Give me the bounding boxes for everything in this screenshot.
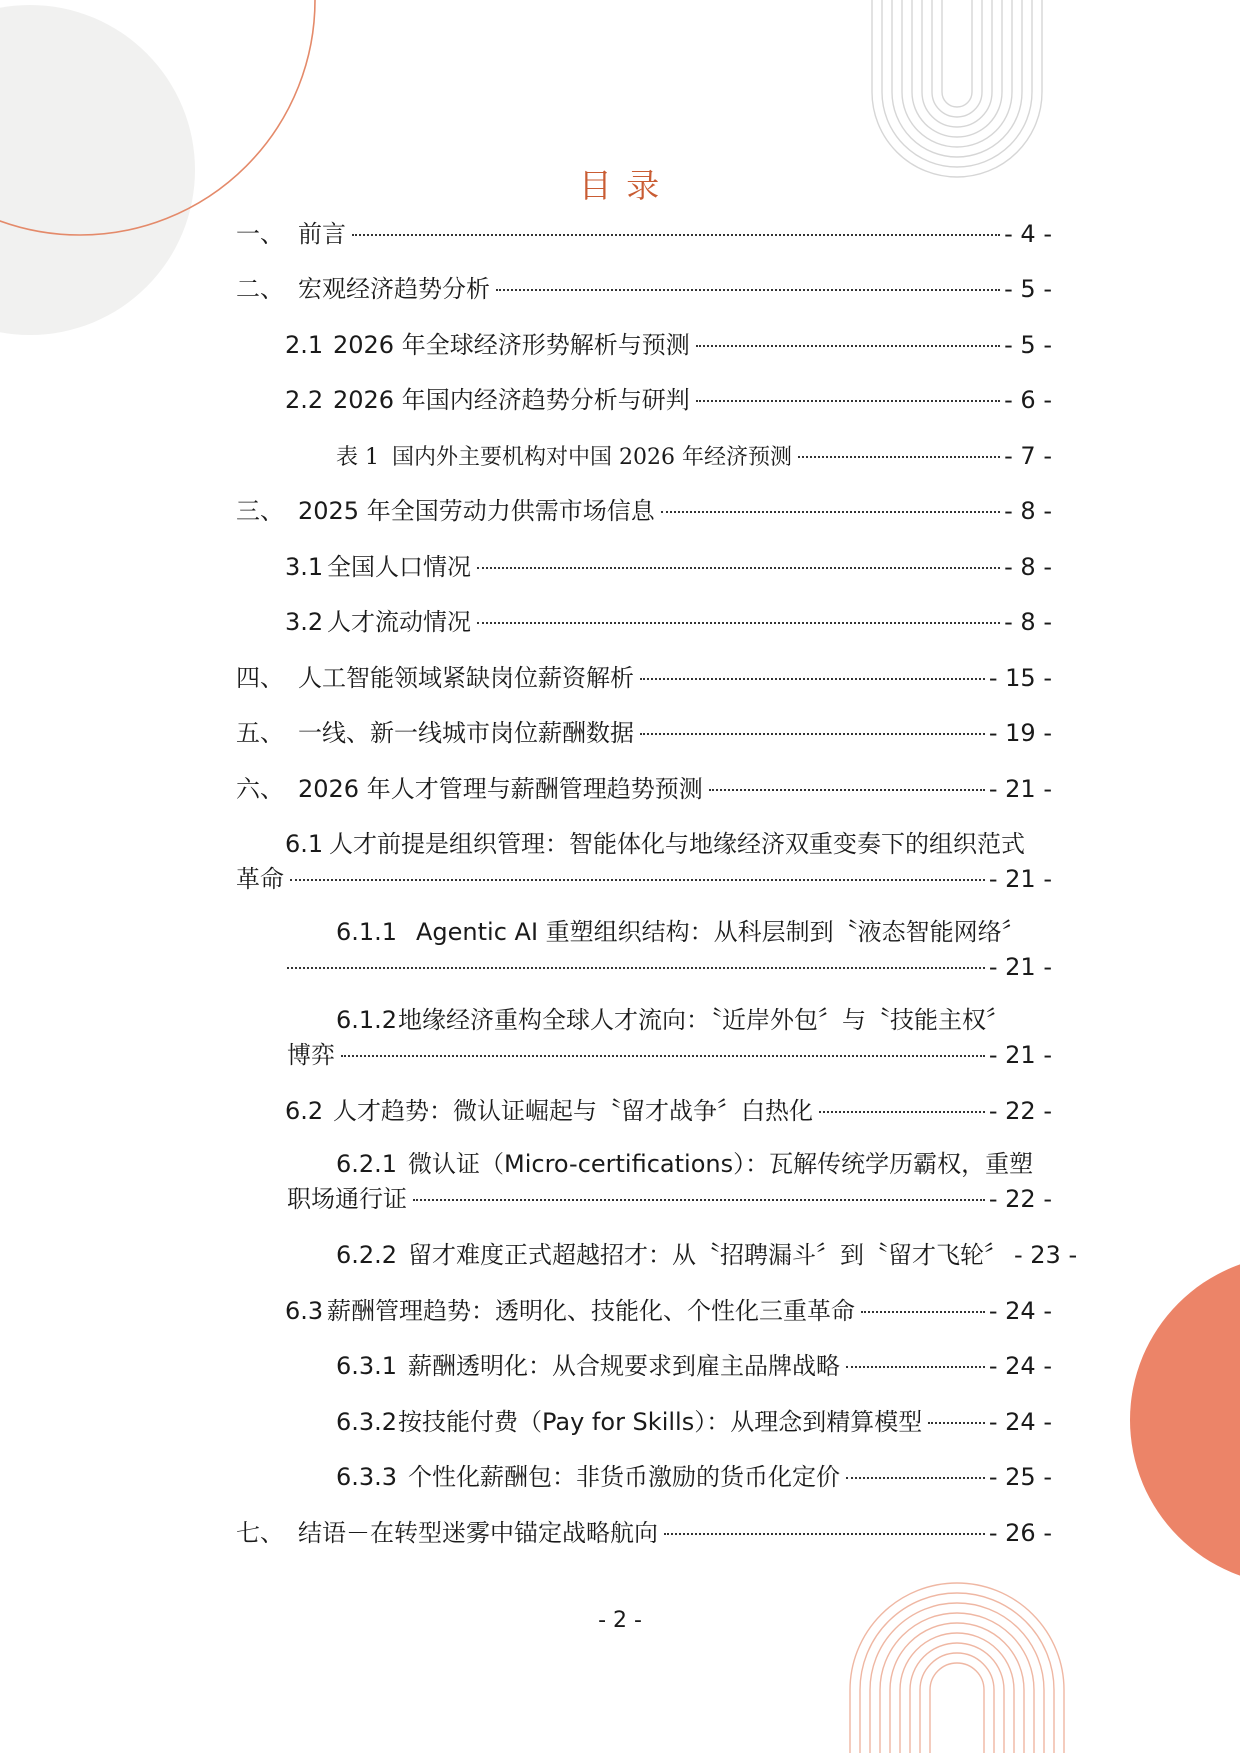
toc-entry[interactable] xyxy=(336,1351,1052,1381)
toc-page-number: - 22 - xyxy=(988,1097,1052,1125)
toc-entry-line1[interactable] xyxy=(336,1005,1010,1035)
toc-text: 个性化薪酬包：非货币激励的货币化定价 xyxy=(408,1463,840,1491)
dot-leader xyxy=(640,733,985,735)
toc-number: 6.3.3 xyxy=(336,1463,398,1491)
toc-number: 6.1.1 xyxy=(336,918,398,946)
toc-number: 3.1 xyxy=(285,553,324,581)
dot-leader xyxy=(640,678,985,680)
toc-page-number: - 24 - xyxy=(988,1352,1052,1380)
toc-text: 薪酬管理趋势：透明化、技能化、个性化三重革命 xyxy=(327,1297,855,1325)
dot-leader xyxy=(696,400,1000,402)
dot-leader xyxy=(661,511,1000,513)
toc-page-number: - 21 - xyxy=(988,953,1052,981)
toc-text: 全国人口情况 xyxy=(327,553,471,581)
dot-leader xyxy=(819,1111,985,1113)
toc-text: 地缘经济重构全球人才流向：〝近岸外包〞与〝技能主权〞 xyxy=(398,1006,1010,1034)
toc-number: 3.2 xyxy=(285,608,324,636)
toc-text: 宏观经济趋势分析 xyxy=(298,275,490,303)
footer-page-number: - 2 - xyxy=(598,1608,642,1633)
toc-entry[interactable] xyxy=(236,219,1052,249)
dot-leader xyxy=(696,345,1000,347)
toc-entry[interactable] xyxy=(236,774,1052,804)
toc-entry[interactable] xyxy=(285,607,1052,637)
toc-text: 2026 年国内经济趋势分析与研判 xyxy=(333,386,690,414)
toc-entry[interactable] xyxy=(285,1096,1052,1126)
toc-number: 二、 xyxy=(236,275,284,303)
toc-entry[interactable] xyxy=(236,718,1052,748)
toc-page-number: - 6 - xyxy=(1004,386,1052,414)
dot-leader xyxy=(798,456,1000,458)
toc-entry[interactable] xyxy=(285,330,1052,360)
toc-number: 五、 xyxy=(236,719,284,747)
toc-text: 前言 xyxy=(298,220,346,248)
toc-entry-line1[interactable] xyxy=(336,917,1026,947)
toc-entry[interactable] xyxy=(336,441,1052,473)
toc-number: 表 1 xyxy=(336,445,379,470)
toc-text-continued: 博弈 xyxy=(287,1041,335,1069)
toc-number: 6.1 xyxy=(285,830,324,858)
toc-text: 结语－在转型迷雾中锚定战略航向 xyxy=(298,1519,658,1547)
toc-number: 6.3.2 xyxy=(336,1408,398,1436)
toc-page-number: - 21 - xyxy=(988,775,1052,803)
toc-entry-line1[interactable] xyxy=(336,1149,1033,1179)
toc-page-number: - 8 - xyxy=(1004,608,1052,636)
dot-leader xyxy=(928,1422,985,1424)
toc-number: 6.2 xyxy=(285,1097,324,1125)
toc-text: 按技能付费（Pay for Skills）：从理念到精算模型 xyxy=(398,1408,923,1436)
toc-text-continued: 职场通行证 xyxy=(287,1185,407,1213)
toc-entry[interactable] xyxy=(285,385,1052,415)
toc-entry[interactable] xyxy=(236,274,1052,304)
dot-leader xyxy=(413,1199,985,1201)
toc-number: 四、 xyxy=(236,664,284,692)
toc-text: 一线、新一线城市岗位薪酬数据 xyxy=(298,719,634,747)
toc-page-number: - 23 - xyxy=(1014,1241,1078,1269)
toc-page-number: - 8 - xyxy=(1004,553,1052,581)
toc-text: 2026 年全球经济形势解析与预测 xyxy=(333,331,690,359)
toc-number: 6.2.1 xyxy=(336,1150,398,1178)
toc-number: 6.2.2 xyxy=(336,1241,398,1269)
toc-number: 七、 xyxy=(236,1519,284,1547)
toc-page-number: - 15 - xyxy=(988,664,1052,692)
dot-leader xyxy=(846,1477,985,1479)
toc-page-number: - 22 - xyxy=(988,1185,1052,1213)
toc-entry-line2[interactable] xyxy=(287,952,1052,982)
dot-leader xyxy=(709,789,985,791)
toc-number: 6.1.2 xyxy=(336,1006,398,1034)
toc-text: 薪酬透明化：从合规要求到雇主品牌战略 xyxy=(408,1352,840,1380)
toc-page-number: - 24 - xyxy=(988,1408,1052,1436)
toc-page-number: - 7 - xyxy=(1004,442,1052,470)
toc-number: 2.2 xyxy=(285,386,324,414)
toc-page-number: - 5 - xyxy=(1004,331,1052,359)
toc-entry[interactable] xyxy=(285,552,1052,582)
toc-number: 一、 xyxy=(236,220,284,248)
toc-text: 人才前提是组织管理：智能体化与地缘经济双重变奏下的组织范式 xyxy=(329,830,1025,858)
toc-page-number: - 21 - xyxy=(988,865,1052,893)
toc-entry[interactable] xyxy=(336,1240,1077,1270)
toc-text: 留才难度正式超越招才：从〝招聘漏斗〞到〝留才飞轮〞 xyxy=(408,1241,1008,1269)
toc-text: 人才趋势：微认证崛起与〝留才战争〞白热化 xyxy=(333,1097,813,1125)
toc-page-number: - 8 - xyxy=(1004,497,1052,525)
toc-entry[interactable] xyxy=(336,1462,1052,1492)
toc-page-number: - 4 - xyxy=(1004,220,1052,248)
toc-number: 2.1 xyxy=(285,331,324,359)
toc-text: 2026 年人才管理与薪酬管理趋势预测 xyxy=(298,775,703,803)
toc-number: 三、 xyxy=(236,497,284,525)
dot-leader xyxy=(290,879,985,881)
toc-entry-line1[interactable] xyxy=(285,829,1025,859)
toc-number: 6.3.1 xyxy=(336,1352,398,1380)
dot-leader xyxy=(664,1533,985,1535)
toc-number: 6.3 xyxy=(285,1297,324,1325)
toc-entry[interactable] xyxy=(336,1407,1052,1437)
toc-page-number: - 24 - xyxy=(988,1297,1052,1325)
toc-page-number: - 21 - xyxy=(988,1041,1052,1069)
toc-page-number: - 5 - xyxy=(1004,275,1052,303)
toc-number: 六、 xyxy=(236,775,284,803)
dot-leader xyxy=(341,1055,985,1057)
toc-entry[interactable] xyxy=(236,663,1052,693)
toc-text: 人才流动情况 xyxy=(327,608,471,636)
toc-text: 微认证（Micro-certifications）：瓦解传统学历霸权，重塑 xyxy=(408,1150,1034,1178)
toc-entry-line2[interactable] xyxy=(287,1184,1052,1214)
toc-text: Agentic AI 重塑组织结构：从科层制到〝液态智能网络〞 xyxy=(416,918,1026,946)
toc-entry[interactable] xyxy=(236,1518,1052,1548)
toc-page-number: - 19 - xyxy=(988,719,1052,747)
dot-leader xyxy=(846,1366,985,1368)
toc-text: 国内外主要机构对中国 2026 年经济预测 xyxy=(392,445,792,470)
dot-leader xyxy=(477,567,1000,569)
toc-entry[interactable] xyxy=(236,496,1052,526)
toc-page-number: - 25 - xyxy=(988,1463,1052,1491)
toc-text: 2025 年全国劳动力供需市场信息 xyxy=(298,497,655,525)
toc-entry[interactable] xyxy=(285,1296,1052,1326)
toc-title: 目 录 xyxy=(578,166,662,205)
toc-page-number: - 26 - xyxy=(988,1519,1052,1547)
dot-leader xyxy=(477,622,1000,624)
toc-text-continued: 革命 xyxy=(236,865,284,893)
toc-entry-line2[interactable] xyxy=(236,864,1052,894)
dot-leader xyxy=(352,234,1000,236)
dot-leader xyxy=(861,1311,985,1313)
toc-text: 人工智能领域紧缺岗位薪资解析 xyxy=(298,664,634,692)
dot-leader xyxy=(496,289,1000,291)
dot-leader xyxy=(287,967,985,969)
toc-entry-line2[interactable] xyxy=(287,1040,1052,1070)
